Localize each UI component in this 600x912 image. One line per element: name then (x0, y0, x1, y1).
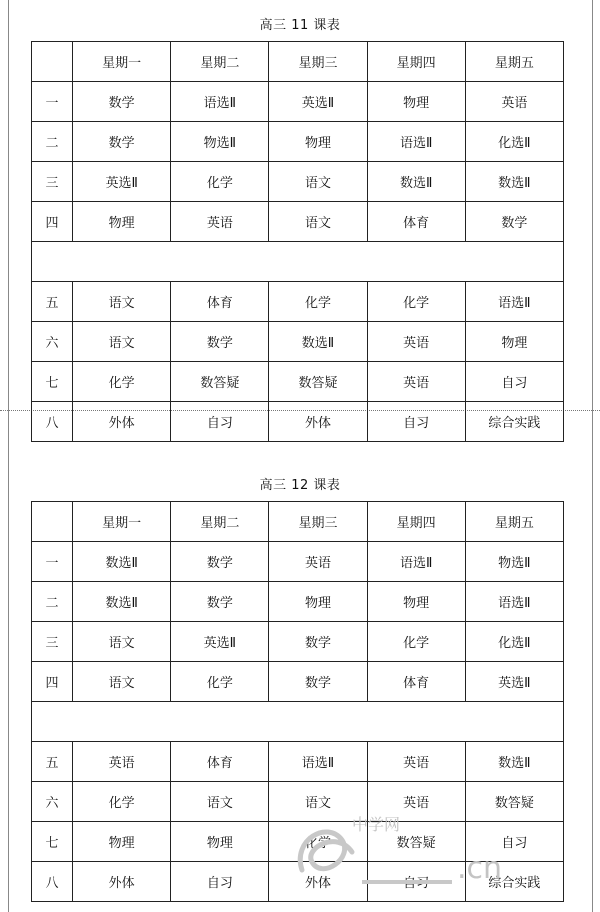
class-cell: 数选Ⅱ (367, 162, 465, 202)
class-cell: 物选Ⅱ (465, 542, 563, 582)
class-cell: 数学 (171, 542, 269, 582)
table-row (32, 542, 564, 582)
table-row (32, 122, 564, 162)
class-cell: 语选Ⅱ (465, 582, 563, 622)
class-cell: 化学 (269, 282, 367, 322)
class-cell: 英语 (171, 202, 269, 242)
class-cell: 语选Ⅱ (269, 742, 367, 782)
class-cell: 自习 (171, 402, 269, 442)
class-cell: 数选Ⅱ (269, 322, 367, 362)
class-cell: 星期五 (465, 502, 563, 542)
class-cell: 星期三 (269, 502, 367, 542)
class-cell: 外体 (269, 402, 367, 442)
table-row (32, 862, 564, 902)
period-label (32, 502, 73, 542)
class-cell: 星期四 (367, 42, 465, 82)
class-cell: 数选Ⅱ (73, 542, 171, 582)
class-cell: 语文 (269, 162, 367, 202)
class-cell: 语选Ⅱ (367, 122, 465, 162)
timetable-class-11 (31, 41, 564, 442)
class-cell: 化学 (171, 662, 269, 702)
period-label (32, 42, 73, 82)
class-cell: 化学 (73, 782, 171, 822)
class-cell: 数答疑 (269, 362, 367, 402)
table-row (32, 322, 564, 362)
class-cell: 数答疑 (367, 822, 465, 862)
class-cell: 化学 (269, 822, 367, 862)
class-cell: 语文 (73, 662, 171, 702)
class-cell: 化学 (171, 162, 269, 202)
class-cell: 化学 (367, 282, 465, 322)
class-cell: 化学 (73, 362, 171, 402)
class-cell: 物理 (367, 582, 465, 622)
class-cell: 英选Ⅱ (269, 82, 367, 122)
period-label: 七 (32, 822, 73, 862)
class-cell: 星期一 (73, 502, 171, 542)
class-cell: 英语 (367, 782, 465, 822)
class-cell: 外体 (73, 402, 171, 442)
class-cell: 英语 (465, 82, 563, 122)
period-label: 五 (32, 742, 73, 782)
class-cell: 物理 (73, 822, 171, 862)
class-cell: 物理 (367, 82, 465, 122)
class-cell: 星期四 (367, 502, 465, 542)
table-title-class-12: 高三 12 课表 (259, 478, 341, 493)
table-row (32, 162, 564, 202)
class-cell: 综合实践 (465, 402, 563, 442)
table-row (32, 662, 564, 702)
class-cell: 自习 (465, 362, 563, 402)
period-label: 八 (32, 862, 73, 902)
class-cell: 星期三 (269, 42, 367, 82)
period-label: 二 (32, 582, 73, 622)
class-cell: 数学 (73, 82, 171, 122)
class-cell: 自习 (367, 402, 465, 442)
table-row (32, 782, 564, 822)
class-cell: 语文 (73, 622, 171, 662)
class-cell: 自习 (367, 862, 465, 902)
class-cell: 自习 (465, 822, 563, 862)
class-cell: 化选Ⅱ (465, 622, 563, 662)
class-cell: 英选Ⅱ (171, 622, 269, 662)
table-row (32, 822, 564, 862)
class-cell: 语选Ⅱ (171, 82, 269, 122)
class-cell: 物选Ⅱ (171, 122, 269, 162)
watermark-domain: .cn (457, 851, 503, 886)
class-cell: 数选Ⅱ (73, 582, 171, 622)
class-cell: 数学 (465, 202, 563, 242)
lunch-break-row (32, 242, 564, 282)
period-label: 四 (32, 202, 73, 242)
class-cell: 语文 (171, 782, 269, 822)
class-cell: 英语 (367, 362, 465, 402)
class-cell: 语文 (73, 282, 171, 322)
lunch-break-cell (32, 242, 564, 282)
period-label: 一 (32, 542, 73, 582)
table-row (32, 742, 564, 782)
table-row (32, 622, 564, 662)
class-cell: 自习 (171, 862, 269, 902)
period-label: 四 (32, 662, 73, 702)
lunch-break-row (32, 702, 564, 742)
lunch-break-cell (32, 702, 564, 742)
class-cell: 数学 (171, 322, 269, 362)
class-cell: 星期五 (465, 42, 563, 82)
class-cell: 综合实践 (465, 862, 563, 902)
header-row (32, 42, 564, 82)
class-cell: 化选Ⅱ (465, 122, 563, 162)
class-cell: 英语 (269, 542, 367, 582)
class-cell: 英选Ⅱ (73, 162, 171, 202)
class-cell: 星期二 (171, 42, 269, 82)
class-cell: 体育 (171, 282, 269, 322)
class-cell: 体育 (367, 662, 465, 702)
page-edge-right (592, 0, 593, 912)
class-cell: 数学 (269, 622, 367, 662)
period-label: 六 (32, 782, 73, 822)
class-cell: 英语 (367, 322, 465, 362)
class-cell: 物理 (73, 202, 171, 242)
class-cell: 物理 (171, 822, 269, 862)
class-cell: 语文 (269, 782, 367, 822)
table-row (32, 582, 564, 622)
class-cell: 语文 (73, 322, 171, 362)
class-cell: 数学 (269, 662, 367, 702)
period-label: 三 (32, 622, 73, 662)
class-cell: 体育 (171, 742, 269, 782)
class-cell: 数选Ⅱ (465, 162, 563, 202)
class-cell: 外体 (269, 862, 367, 902)
table-row (32, 82, 564, 122)
class-cell: 英选Ⅱ (465, 662, 563, 702)
class-cell: 星期一 (73, 42, 171, 82)
class-cell: 物理 (465, 322, 563, 362)
table-row (32, 282, 564, 322)
table-row (32, 362, 564, 402)
class-cell: 体育 (367, 202, 465, 242)
period-label: 八 (32, 402, 73, 442)
class-cell: 物理 (269, 582, 367, 622)
class-cell: 物理 (269, 122, 367, 162)
class-cell: 星期二 (171, 502, 269, 542)
period-label: 二 (32, 122, 73, 162)
table-row (32, 402, 564, 442)
class-cell: 英语 (73, 742, 171, 782)
class-cell: 化学 (367, 622, 465, 662)
class-cell: 数选Ⅱ (465, 742, 563, 782)
class-cell: 外体 (73, 862, 171, 902)
class-cell: 语选Ⅱ (465, 282, 563, 322)
class-cell: 语选Ⅱ (367, 542, 465, 582)
period-label: 一 (32, 82, 73, 122)
table-row (32, 202, 564, 242)
class-cell: 数学 (171, 582, 269, 622)
watermark-text: 中学网 (352, 815, 401, 834)
class-cell: 数答疑 (465, 782, 563, 822)
period-label: 五 (32, 282, 73, 322)
class-cell: 语文 (269, 202, 367, 242)
timetable-class-12 (31, 501, 564, 902)
class-cell: 数答疑 (171, 362, 269, 402)
table-title-class-11: 高三 11 课表 (259, 18, 341, 33)
period-label: 六 (32, 322, 73, 362)
page-edge-left (8, 0, 9, 912)
header-row (32, 502, 564, 542)
period-label: 七 (32, 362, 73, 402)
class-cell: 数学 (73, 122, 171, 162)
class-cell: 英语 (367, 742, 465, 782)
period-label: 三 (32, 162, 73, 202)
